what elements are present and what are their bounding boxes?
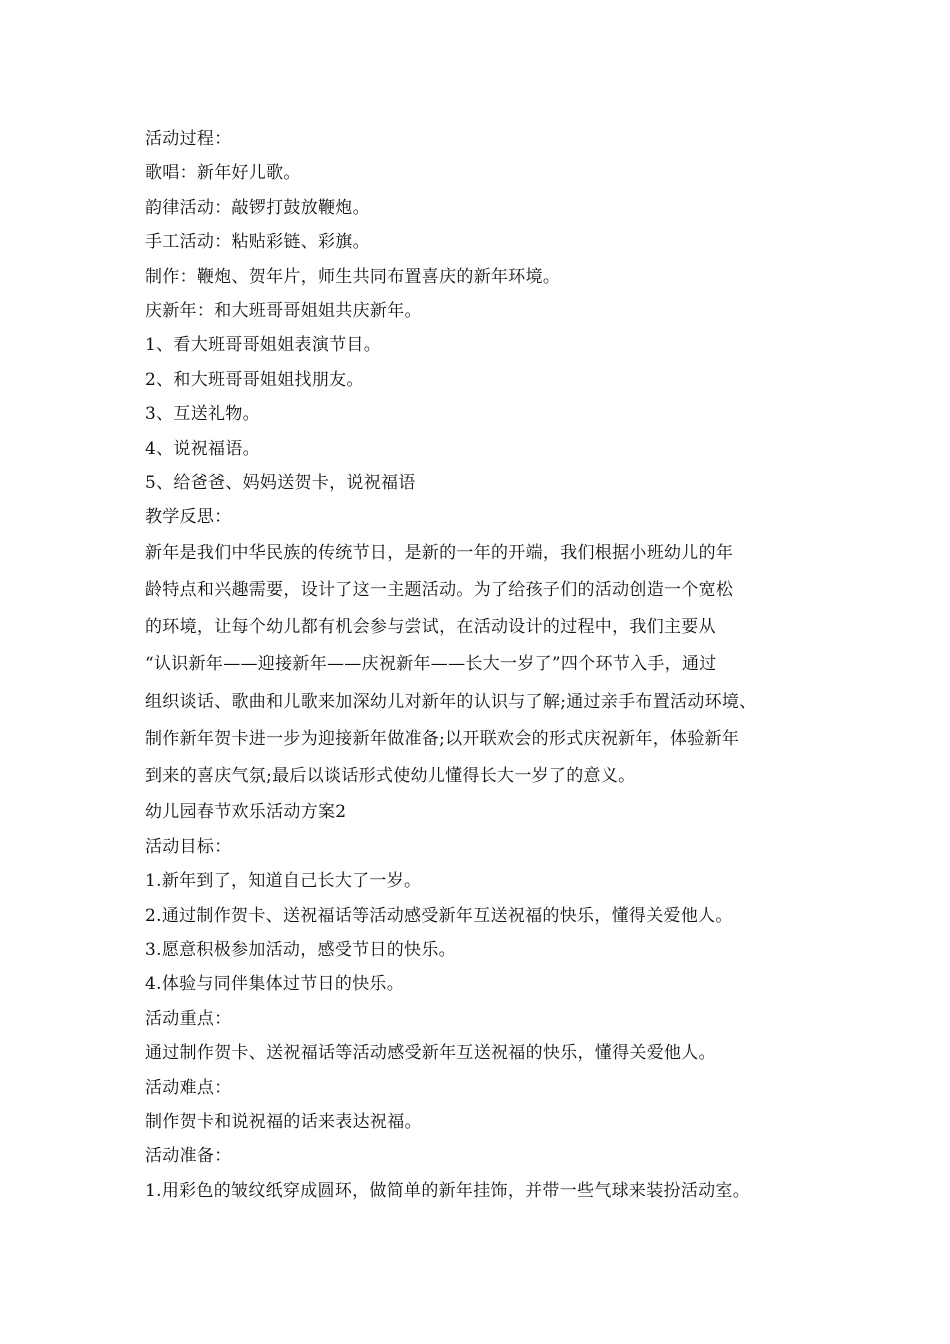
section-heading-preparation: 活动准备： xyxy=(145,1146,232,1167)
preparation-item-1: 1.用彩色的皱纹纸穿成圆环，做简单的新年挂饰，并带一些气球来装扮活动室。 xyxy=(145,1180,751,1201)
reflection-line: 到来的喜庆气氛;最后以谈话形式使幼儿懂得长大一岁了的意义。 xyxy=(145,766,636,787)
plan-title-2: 幼儿园春节欢乐活动方案2 xyxy=(145,802,347,823)
celebrate-step-1: 1、看大班哥哥姐姐表演节目。 xyxy=(145,335,382,356)
reflection-line: 制作新年贺卡进一步为迎接新年做准备;以开联欢会的形式庆祝新年，体验新年 xyxy=(145,728,740,749)
reflection-line: “认识新年——迎接新年——庆祝新年——长大一岁了”四个环节入手，通过 xyxy=(145,654,717,675)
section-heading-key-point: 活动重点： xyxy=(145,1008,232,1029)
section-heading-reflection: 教学反思： xyxy=(145,507,232,528)
celebrate-step-4: 4、说祝福语。 xyxy=(145,438,260,459)
reflection-line: 的环境，让每个幼儿都有机会参与尝试，在活动设计的过程中，我们主要从 xyxy=(145,617,716,638)
process-item-rhythm: 韵律活动：敲锣打鼓放鞭炮。 xyxy=(145,197,370,218)
section-heading-difficulty: 活动难点： xyxy=(145,1077,232,1098)
goal-item-4: 4.体验与同伴集体过节日的快乐。 xyxy=(145,974,405,995)
reflection-line: 龄特点和兴趣需要，设计了这一主题活动。为了给孩子们的活动创造一个宽松 xyxy=(145,580,734,601)
section-heading-activity-process: 活动过程： xyxy=(145,129,232,149)
reflection-paragraph xyxy=(145,535,825,795)
reflection-line: 新年是我们中华民族的传统节日，是新的一年的开端，我们根据小班幼儿的年 xyxy=(145,542,734,563)
celebrate-step-2: 2、和大班哥哥姐姐找朋友。 xyxy=(145,369,364,390)
goal-item-1: 1.新年到了，知道自己长大了一岁。 xyxy=(145,871,422,892)
reflection-line: 组织谈话、歌曲和儿歌来加深幼儿对新年的认识与了解;通过亲手布置活动环境、 xyxy=(145,691,757,712)
goal-item-2: 2.通过制作贺卡、送祝福话等活动感受新年互送祝福的快乐，懂得关爱他人。 xyxy=(145,905,733,926)
process-item-singing: 歌唱：新年好儿歌。 xyxy=(145,163,301,184)
process-item-making: 制作：鞭炮、贺年片，师生共同布置喜庆的新年环境。 xyxy=(145,266,561,287)
goal-item-3: 3.愿意积极参加活动，感受节日的快乐。 xyxy=(145,939,456,960)
difficulty-text: 制作贺卡和说祝福的话来表达祝福。 xyxy=(145,1111,422,1132)
process-item-celebrate: 庆新年：和大班哥哥姐姐共庆新年。 xyxy=(145,301,422,322)
document-body xyxy=(145,122,825,1208)
key-point-text: 通过制作贺卡、送祝福话等活动感受新年互送祝福的快乐，懂得关爱他人。 xyxy=(145,1043,716,1064)
celebrate-step-3: 3、互送礼物。 xyxy=(145,404,260,425)
section-heading-goals: 活动目标： xyxy=(145,836,232,857)
celebrate-step-5: 5、给爸爸、妈妈送贺卡，说祝福语 xyxy=(145,473,416,494)
process-item-handcraft: 手工活动：粘贴彩链、彩旗。 xyxy=(145,232,370,253)
